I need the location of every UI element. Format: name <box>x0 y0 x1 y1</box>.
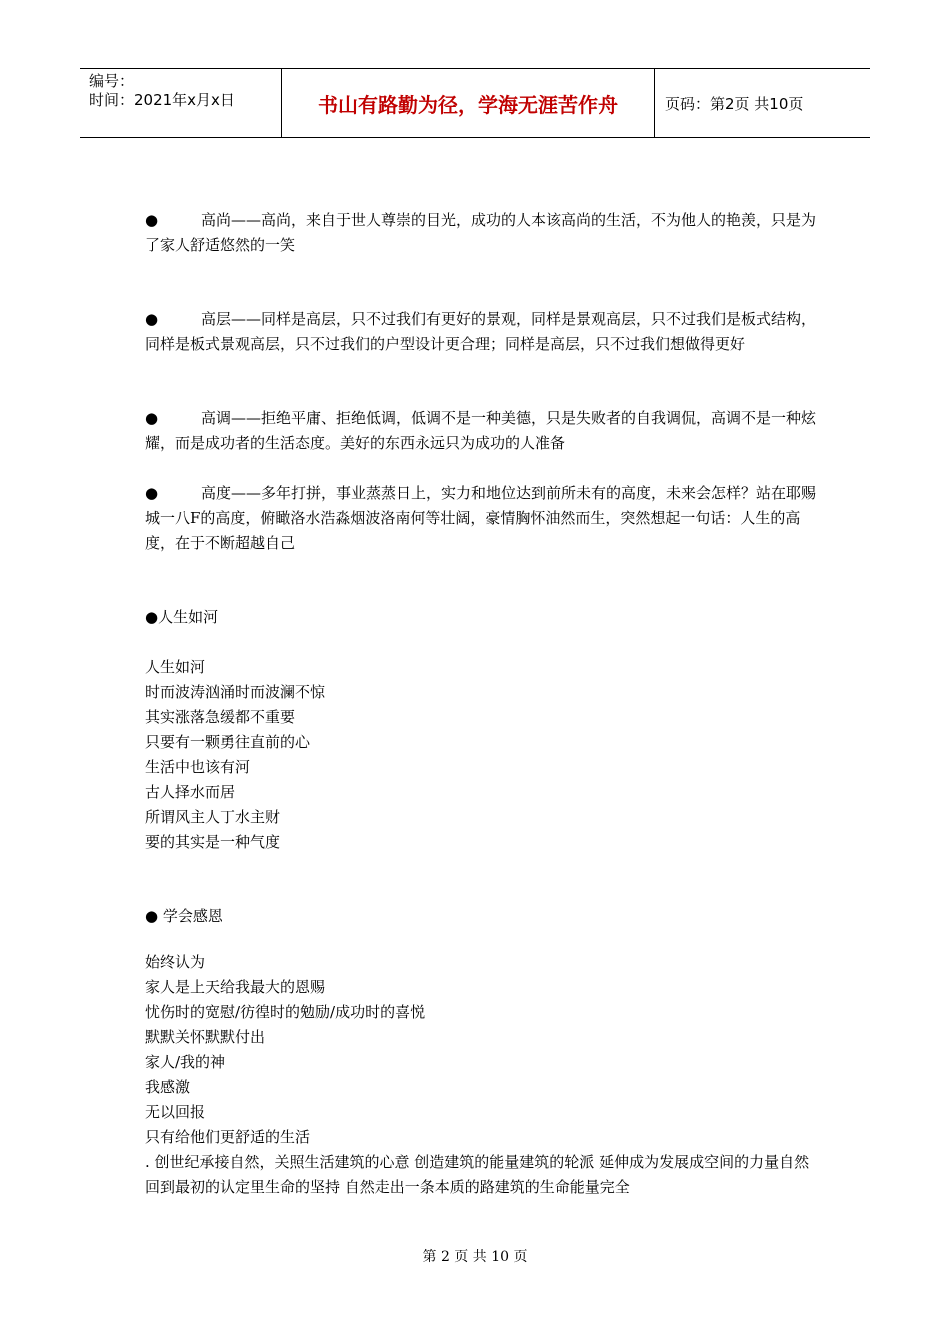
paragraph-gaodiao <box>145 406 820 456</box>
poem-line: 时而波涛汹涌时而波澜不惊 <box>145 683 326 701</box>
poem-line: 只要有一颗勇往直前的心 <box>145 733 311 751</box>
header-meta <box>80 69 282 137</box>
page-footer: 第 2 页 共 10 页 <box>422 1249 528 1265</box>
poem-line: 要的其实是一种气度 <box>145 833 281 851</box>
poem-line: 所谓风主人丁水主财 <box>145 808 281 826</box>
poem-line: 只有给他们更舒适的生活 <box>145 1128 311 1146</box>
number-label: 编号： <box>89 72 135 90</box>
paragraph-text: 高度——多年打拼，事业蒸蒸日上，实力和地位达到前所未有的高度，未来会怎样？站在耶赐城一八F的高度，俯瞰洛水浩淼烟波洛南何等壮阔，豪情胸怀油然而生，突然想起一句话：人生的高度，在于不断超越自己 <box>145 484 817 552</box>
poem-line: 无以回报 <box>145 1103 206 1121</box>
poem-line: 其实涨落急缓都不重要 <box>145 708 296 726</box>
header-motto: 书山有路勤为径，学海无涯苦作舟 <box>282 69 655 137</box>
page-header <box>80 68 870 138</box>
poem-gratitude <box>145 950 820 1150</box>
poem-line: 始终认为 <box>145 953 206 971</box>
paragraph-text: 高层——同样是高层，只不过我们有更好的景观，同样是景观高层，只不过我们是板式结构，同样是板式景观高层，只不过我们的户型设计更合理；同样是高层，只不过我们想做得更好 <box>145 310 817 353</box>
paragraph-text: 高尚——高尚，来自于世人尊崇的目光，成功的人本该高尚的生活，不为他人的艳羡，只是为了家人舒适悠然的一笑 <box>145 211 817 254</box>
poem-line: 古人择水而居 <box>145 783 236 801</box>
poem-line: 家人/我的神 <box>145 1053 226 1071</box>
poem-line: 默默关怀默默付出 <box>145 1028 266 1046</box>
poem-line: 我感激 <box>145 1078 191 1096</box>
poem-line: 忧伤时的宽慰/彷徨时的勉励/成功时的喜悦 <box>145 1003 426 1021</box>
bullet-icon: ● <box>145 484 159 502</box>
paragraph-gaodu <box>145 481 820 556</box>
bullet-icon: ● <box>145 211 159 229</box>
poem-life-river <box>145 655 820 855</box>
header-page-info: 页码：第2页 共10页 <box>665 95 804 113</box>
paragraph-gaoceng <box>145 307 820 357</box>
poem-line: 家人是上天给我最大的恩赐 <box>145 978 326 996</box>
closing-paragraph: . 创世纪承接自然，关照生活建筑的心意 创造建筑的能量建筑的轮派 延伸成为发展成空间的力量自然 回到最初的认定里生命的坚持 自然走出一条本质的路建筑的生命能量完全 <box>145 1153 810 1196</box>
bullet-icon: ● <box>145 310 159 328</box>
poem-line: 人生如河 <box>145 658 206 676</box>
time-label: 时间：2021年x月x日 <box>89 91 235 109</box>
section-heading-gratitude: ● 学会感恩 <box>145 907 223 925</box>
bullet-icon: ● <box>145 409 159 427</box>
paragraph-text: 高调——拒绝平庸、拒绝低调，低调不是一种美德，只是失败者的自我调侃，高调不是一种炫耀，而是成功者的生活态度。美好的东西永远只为成功的人准备 <box>145 409 817 452</box>
document-body <box>145 208 820 1200</box>
poem-line: 生活中也该有河 <box>145 758 251 776</box>
section-heading-life-river: ●人生如河 <box>145 608 219 626</box>
paragraph-gaoshang <box>145 208 820 258</box>
